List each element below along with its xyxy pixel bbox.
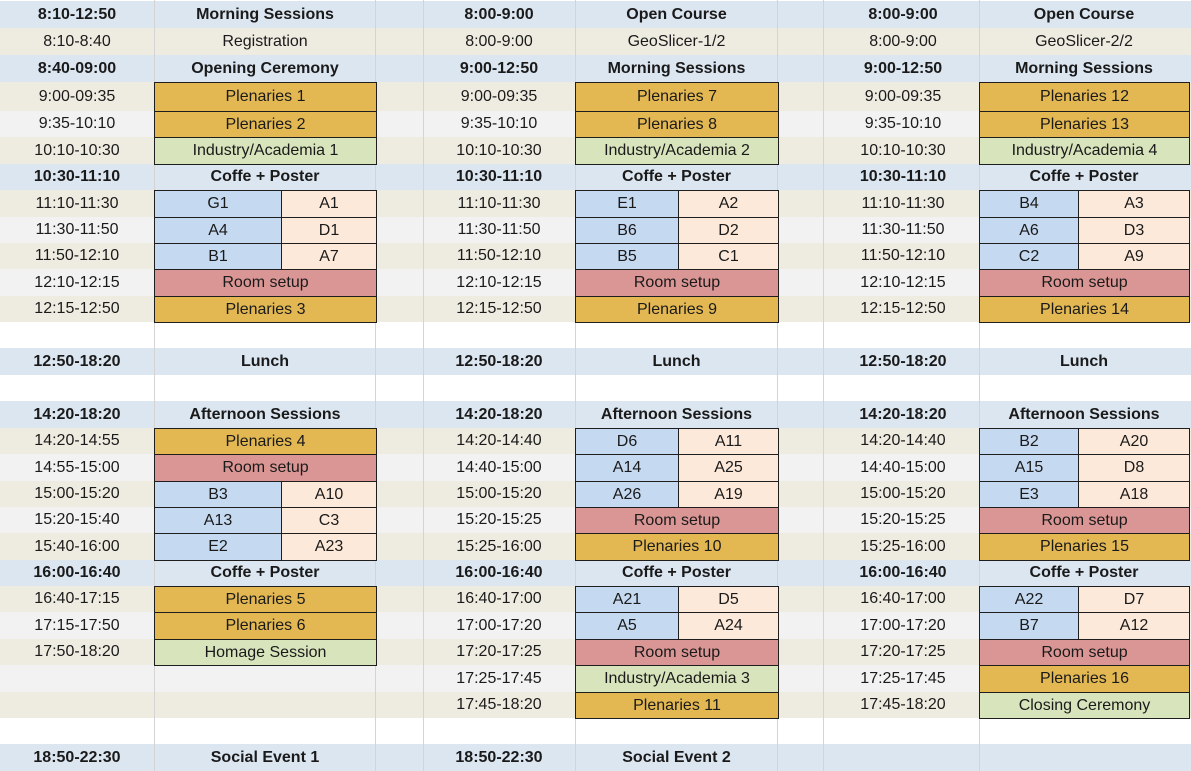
time-cell: 8:10-8:40 xyxy=(43,32,111,50)
parallel-session-right: A7 xyxy=(281,243,377,270)
time-cell: 11:10-11:30 xyxy=(35,194,119,212)
parallel-session-right: A24 xyxy=(678,612,779,640)
parallel-session-right: A20 xyxy=(1078,428,1190,455)
time-cell: 10:10-10:30 xyxy=(860,141,946,159)
parallel-session-right: A2 xyxy=(678,190,779,218)
time-cell: 15:00-15:20 xyxy=(456,485,542,502)
parallel-session-right: D2 xyxy=(678,217,779,244)
time-cell: 16:40-17:00 xyxy=(456,590,542,607)
time-cell: 8:10-12:50 xyxy=(37,5,117,23)
parallel-session-right: A25 xyxy=(678,454,779,482)
section-title: Open Course xyxy=(1033,5,1135,23)
time-cell: 14:40-15:00 xyxy=(860,458,946,476)
time-cell: 8:00-9:00 xyxy=(465,32,533,50)
parallel-session-left: B4 xyxy=(979,190,1079,218)
parallel-session-left: G1 xyxy=(154,190,282,218)
section-title: Lunch xyxy=(1060,352,1108,370)
time-cell: 11:30-11:50 xyxy=(861,221,945,238)
parallel-session-left: D6 xyxy=(575,428,679,455)
time-cell: 15:20-15:40 xyxy=(34,511,120,528)
parallel-session-left: A15 xyxy=(979,454,1079,482)
section-title: Social Event 1 xyxy=(210,748,320,766)
time-cell: 15:20-15:25 xyxy=(860,511,946,528)
parallel-session-right: C3 xyxy=(281,507,377,534)
time-cell: 9:35-10:10 xyxy=(864,115,942,132)
session-plenary: Plenaries 16 xyxy=(979,665,1190,693)
activity-label: GeoSlicer-1/2 xyxy=(627,32,726,50)
time-cell: 8:00-9:00 xyxy=(868,5,938,23)
time-cell: 15:40-16:00 xyxy=(34,537,120,555)
time-cell: 8:00-9:00 xyxy=(464,5,534,23)
time-cell: 12:15-12:50 xyxy=(34,300,120,317)
section-title: Morning Sessions xyxy=(196,5,334,23)
activity-label: Registration xyxy=(222,32,308,50)
session-plenary: Plenaries 14 xyxy=(979,296,1190,323)
session-industry: Industry/Academia 3 xyxy=(575,665,779,693)
time-cell: 11:50-12:10 xyxy=(860,247,946,264)
parallel-session-right: A9 xyxy=(1078,243,1190,270)
section-title: Coffe + Poster xyxy=(622,168,731,185)
section-title: Opening Ceremony xyxy=(191,59,339,77)
session-plenary: Plenaries 5 xyxy=(154,586,377,613)
parallel-session-right: D8 xyxy=(1078,454,1190,482)
parallel-session-right: A18 xyxy=(1078,481,1190,508)
parallel-session-right: A11 xyxy=(678,428,779,455)
session-industry: Homage Session xyxy=(154,639,377,666)
time-cell: 12:10-12:15 xyxy=(34,273,120,291)
parallel-session-left: A21 xyxy=(575,586,679,613)
time-cell: 14:20-18:20 xyxy=(455,405,543,423)
parallel-session-right: A19 xyxy=(678,481,779,508)
parallel-session-left: A6 xyxy=(979,217,1079,244)
section-title: Coffe + Poster xyxy=(1029,168,1139,185)
section-title: Open Course xyxy=(626,5,727,23)
time-cell: 17:50-18:20 xyxy=(34,643,120,660)
section-title: Afternoon Sessions xyxy=(1008,405,1160,423)
session-plenary: Plenaries 9 xyxy=(575,296,779,323)
time-cell: 9:00-09:35 xyxy=(38,87,116,105)
parallel-session-right: A23 xyxy=(281,533,377,561)
time-cell: 14:20-14:40 xyxy=(860,432,946,449)
time-cell: 15:00-15:20 xyxy=(860,485,946,502)
time-cell: 11:10-11:30 xyxy=(861,194,945,212)
section-title: Morning Sessions xyxy=(1015,59,1153,77)
parallel-session-left: E1 xyxy=(575,190,679,218)
parallel-session-left: A13 xyxy=(154,507,282,534)
time-cell: 11:50-12:10 xyxy=(34,247,120,264)
time-cell: 16:40-17:00 xyxy=(860,590,946,607)
parallel-session-left: B5 xyxy=(575,243,679,270)
parallel-session-left: A26 xyxy=(575,481,679,508)
time-cell: 14:20-18:20 xyxy=(33,405,121,423)
parallel-session-right: D3 xyxy=(1078,217,1190,244)
session-plenary: Plenaries 3 xyxy=(154,296,377,323)
session-plenary: Plenaries 6 xyxy=(154,612,377,640)
time-cell: 16:00-16:40 xyxy=(455,564,543,581)
time-cell: 18:50-22:30 xyxy=(455,748,543,766)
session-plenary: Plenaries 15 xyxy=(979,533,1190,561)
time-cell: 14:55-15:00 xyxy=(34,458,120,476)
section-title: Coffe + Poster xyxy=(622,564,731,581)
section-title: Morning Sessions xyxy=(607,59,746,77)
time-cell: 16:00-16:40 xyxy=(33,564,121,581)
time-cell: 12:15-12:50 xyxy=(860,300,946,317)
section-title: Lunch xyxy=(652,352,701,370)
section-title: Afternoon Sessions xyxy=(189,405,341,423)
time-cell: 14:20-18:20 xyxy=(859,405,947,423)
parallel-session-right: A12 xyxy=(1078,612,1190,640)
parallel-session-right: C1 xyxy=(678,243,779,270)
time-cell: 18:50-22:30 xyxy=(33,748,121,766)
session-room: Room setup xyxy=(154,454,377,482)
time-cell: 17:45-18:20 xyxy=(860,696,946,713)
session-industry: Industry/Academia 4 xyxy=(979,137,1190,165)
time-cell: 17:00-17:20 xyxy=(860,616,946,634)
session-plenary: Plenaries 7 xyxy=(575,82,779,112)
time-cell: 11:50-12:10 xyxy=(456,247,542,264)
section-title: Coffe + Poster xyxy=(210,564,320,581)
time-cell: 9:00-09:35 xyxy=(460,87,538,105)
time-cell: 11:10-11:30 xyxy=(457,194,541,212)
section-title: Coffe + Poster xyxy=(210,168,320,185)
session-plenary: Plenaries 11 xyxy=(575,692,779,719)
time-cell: 12:50-18:20 xyxy=(859,352,947,370)
row-band xyxy=(0,322,1191,348)
parallel-session-right: A3 xyxy=(1078,190,1190,218)
parallel-session-right: A1 xyxy=(281,190,377,218)
session-industry: Industry/Academia 2 xyxy=(575,137,779,165)
parallel-session-right: A10 xyxy=(281,481,377,508)
time-cell: 11:30-11:50 xyxy=(457,221,541,238)
time-cell: 10:30-11:10 xyxy=(859,168,947,185)
session-plenary: Plenaries 13 xyxy=(979,111,1190,138)
column-gridline xyxy=(823,0,824,771)
parallel-session-right: D1 xyxy=(281,217,377,244)
time-cell: 10:30-11:10 xyxy=(455,168,543,185)
session-room: Room setup xyxy=(575,639,779,666)
parallel-session-left: C2 xyxy=(979,243,1079,270)
session-plenary: Plenaries 12 xyxy=(979,82,1190,112)
time-cell: 17:20-17:25 xyxy=(456,643,542,660)
parallel-session-right: D7 xyxy=(1078,586,1190,613)
time-cell: 12:10-12:15 xyxy=(860,273,946,291)
time-cell: 11:30-11:50 xyxy=(35,221,119,238)
time-cell: 9:00-12:50 xyxy=(863,59,943,77)
time-cell: 12:50-18:20 xyxy=(455,352,543,370)
parallel-session-left: A22 xyxy=(979,586,1079,613)
parallel-session-left: B2 xyxy=(979,428,1079,455)
session-room: Room setup xyxy=(979,639,1190,666)
session-plenary: Plenaries 1 xyxy=(154,82,377,112)
time-cell: 16:00-16:40 xyxy=(859,564,947,581)
time-cell: 14:40-15:00 xyxy=(456,458,542,476)
time-cell: 9:35-10:10 xyxy=(38,115,116,132)
row-band xyxy=(0,375,1191,401)
session-room: Room setup xyxy=(979,269,1190,297)
parallel-session-left: A4 xyxy=(154,217,282,244)
time-cell: 14:20-14:55 xyxy=(34,432,120,449)
time-cell: 9:00-09:35 xyxy=(864,87,942,105)
time-cell: 17:00-17:20 xyxy=(456,616,542,634)
session-plenary: Plenaries 10 xyxy=(575,533,779,561)
time-cell: 16:40-17:15 xyxy=(34,590,120,607)
section-title: Afternoon Sessions xyxy=(600,405,753,423)
section-title: Coffe + Poster xyxy=(1029,564,1139,581)
parallel-session-left: A5 xyxy=(575,612,679,640)
section-title: Lunch xyxy=(241,352,289,370)
time-cell: 17:45-18:20 xyxy=(456,696,542,713)
time-cell: 15:25-16:00 xyxy=(456,537,542,555)
time-cell: 17:15-17:50 xyxy=(34,616,120,634)
session-room: Room setup xyxy=(575,507,779,534)
session-room: Room setup xyxy=(575,269,779,297)
time-cell: 12:10-12:15 xyxy=(456,273,542,291)
parallel-session-left: A14 xyxy=(575,454,679,482)
time-cell: 14:20-14:40 xyxy=(456,432,542,449)
time-cell: 17:25-17:45 xyxy=(860,669,946,687)
time-cell: 17:20-17:25 xyxy=(860,643,946,660)
session-plenary: Plenaries 8 xyxy=(575,111,779,138)
row-band xyxy=(0,718,1191,744)
section-title: Social Event 2 xyxy=(622,748,731,766)
session-plenary: Plenaries 4 xyxy=(154,428,377,455)
time-cell: 9:35-10:10 xyxy=(460,115,538,132)
time-cell: 15:25-16:00 xyxy=(860,537,946,555)
parallel-session-right: D5 xyxy=(678,586,779,613)
time-cell: 8:40-09:00 xyxy=(37,59,117,77)
activity-label: GeoSlicer-2/2 xyxy=(1035,32,1133,50)
time-cell: 9:00-12:50 xyxy=(459,59,539,77)
time-cell: 15:20-15:25 xyxy=(456,511,542,528)
parallel-session-left: B6 xyxy=(575,217,679,244)
session-room: Room setup xyxy=(979,507,1190,534)
parallel-session-left: E3 xyxy=(979,481,1079,508)
time-cell: 10:10-10:30 xyxy=(34,141,120,159)
time-cell: 8:00-9:00 xyxy=(869,32,937,50)
time-cell: 15:00-15:20 xyxy=(34,485,120,502)
time-cell: 10:10-10:30 xyxy=(456,141,542,159)
time-cell: 17:25-17:45 xyxy=(456,669,542,687)
session-industry: Closing Ceremony xyxy=(979,692,1190,719)
time-cell: 12:50-18:20 xyxy=(33,352,121,370)
session-room: Room setup xyxy=(154,269,377,297)
parallel-session-left: B7 xyxy=(979,612,1079,640)
parallel-session-left: E2 xyxy=(154,533,282,561)
time-cell: 10:30-11:10 xyxy=(33,168,121,185)
session-industry: Industry/Academia 1 xyxy=(154,137,377,165)
time-cell: 12:15-12:50 xyxy=(456,300,542,317)
parallel-session-left: B1 xyxy=(154,243,282,270)
parallel-session-left: B3 xyxy=(154,481,282,508)
session-plenary: Plenaries 2 xyxy=(154,111,377,138)
